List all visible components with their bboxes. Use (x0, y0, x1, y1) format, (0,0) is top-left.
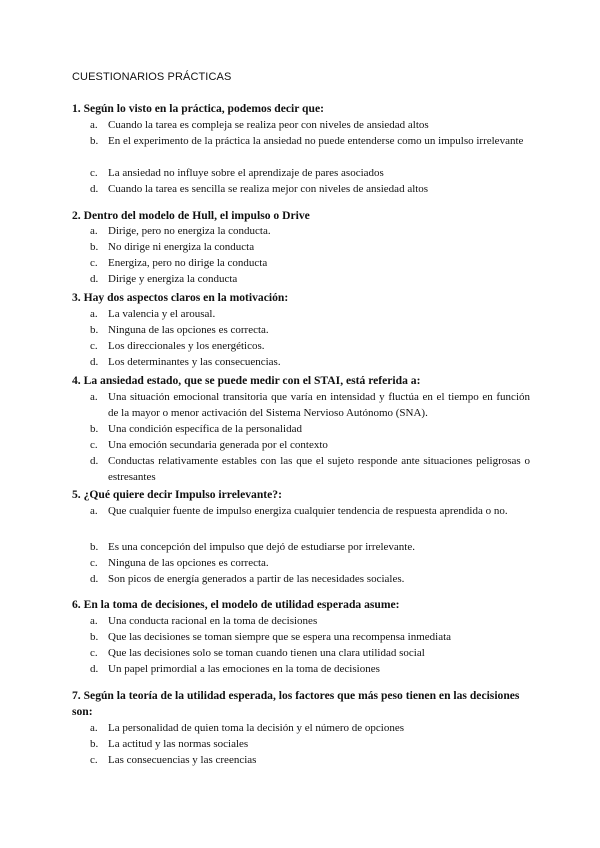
option-text: Un papel primordial a las emociones en la toma de decisiones (108, 663, 380, 675)
question-6-option-a (90, 613, 530, 629)
option-letter: c. (90, 167, 98, 179)
option-letter: a. (90, 119, 98, 131)
question-5-title: 5. ¿Qué quiere decir Impulso irrelevante?: (72, 488, 282, 501)
option-text: Una conducta racional en la toma de decisiones (108, 615, 318, 627)
option-letter: d. (90, 573, 99, 585)
option-text: Dirige y energiza la conducta (108, 273, 238, 285)
option-letter: a. (90, 615, 98, 627)
option-text: Una situación emocional transitoria que varía en intensidad y fluctúa en el tiempo en función de la mayor o menor activación del Sistema Nervioso Autónomo (SNA). (108, 391, 530, 419)
option-text: En el experimento de la práctica la ansiedad no puede entenderse como un impulso irrelevante (108, 135, 524, 147)
option-text: Las consecuencias y las creencias (108, 754, 257, 766)
option-text: Es una concepción del impulso que dejó de estudiarse por irrelevante. (108, 541, 415, 553)
page-title: CUESTIONARIOS PRÁCTICAS (72, 71, 232, 83)
option-letter: a. (90, 225, 98, 237)
option-letter: b. (90, 541, 99, 553)
option-text: Los direccionales y los energéticos. (108, 340, 265, 352)
option-letter: d. (90, 663, 99, 675)
option-letter: b. (90, 241, 99, 253)
question-4-option-c (90, 437, 530, 453)
question-5-option-c (90, 555, 530, 571)
option-letter: d. (90, 273, 99, 285)
option-text: Que las decisiones solo se toman cuando tienen una clara utilidad social (108, 647, 425, 659)
option-letter: b. (90, 738, 99, 750)
question-2-option-a (90, 223, 530, 239)
option-text: Que cualquier fuente de impulso energiza cualquier tendencia de respuesta aprendida o no. (108, 505, 508, 517)
question-1-option-a (90, 117, 530, 133)
option-text: Una condición específica de la personalidad (108, 423, 302, 435)
question-2-title: 2. Dentro del modelo de Hull, el impulso o Drive (72, 209, 310, 222)
question-2-option-c (90, 255, 530, 271)
question-3-option-c (90, 338, 530, 354)
option-text: Los determinantes y las consecuencias. (108, 356, 281, 368)
option-text: Ninguna de las opciones es correcta. (108, 557, 269, 569)
question-7-option-b (90, 736, 530, 752)
question-5-option-a (90, 503, 530, 519)
question-7-option-c (90, 752, 530, 768)
option-letter: c. (90, 754, 98, 766)
question-3-option-b (90, 322, 530, 338)
option-text: Conductas relativamente estables con las que el sujeto responde ante situaciones peligrosas o estresantes (108, 455, 530, 483)
question-2-option-d (90, 271, 530, 287)
question-7-option-a (90, 720, 530, 736)
question-1-option-d (90, 181, 530, 197)
question-2-option-b (90, 239, 530, 255)
option-letter: a. (90, 722, 98, 734)
question-4-option-a (90, 389, 530, 421)
option-text: Dirige, pero no energiza la conducta. (108, 225, 271, 237)
option-letter: a. (90, 308, 98, 320)
option-text: La ansiedad no influye sobre el aprendizaje de pares asociados (108, 167, 384, 179)
question-6-option-c (90, 645, 530, 661)
option-text: Una emoción secundaria generada por el contexto (108, 439, 328, 451)
option-letter: a. (90, 391, 98, 403)
option-letter: d. (90, 455, 99, 467)
option-letter: b. (90, 135, 99, 147)
question-1-option-b (90, 133, 530, 149)
question-4-title: 4. La ansiedad estado, que se puede medir con el STAI, está referida a: (72, 374, 421, 387)
option-letter: c. (90, 557, 98, 569)
question-5-option-b (90, 539, 530, 555)
option-text: Energiza, pero no dirige la conducta (108, 257, 268, 269)
option-text: Cuando la tarea es compleja se realiza peor con niveles de ansiedad altos (108, 119, 429, 131)
question-6-option-d (90, 661, 530, 677)
question-1-title: 1. Según lo visto en la práctica, podemos decir que: (72, 102, 324, 115)
option-letter: c. (90, 257, 98, 269)
option-letter: b. (90, 423, 99, 435)
question-3-option-d (90, 354, 530, 370)
option-letter: a. (90, 505, 98, 517)
option-letter: b. (90, 631, 99, 643)
option-text: Cuando la tarea es sencilla se realiza mejor con niveles de ansiedad altos (108, 183, 429, 195)
option-letter: b. (90, 324, 99, 336)
option-letter: d. (90, 183, 99, 195)
option-letter: c. (90, 340, 98, 352)
option-letter: c. (90, 439, 98, 451)
question-1-option-c (90, 165, 530, 181)
question-3-option-a (90, 306, 530, 322)
option-letter: c. (90, 647, 98, 659)
question-6-title: 6. En la toma de decisiones, el modelo de utilidad esperada asume: (72, 598, 400, 611)
question-4-option-b (90, 421, 530, 437)
option-text: No dirige ni energiza la conducta (108, 241, 255, 253)
question-3-title: 3. Hay dos aspectos claros en la motivación: (72, 291, 289, 304)
option-text: La personalidad de quien toma la decisión y el número de opciones (108, 722, 404, 734)
option-text: La valencia y el arousal. (108, 308, 216, 320)
question-5-option-d (90, 571, 530, 587)
question-6-option-b (90, 629, 530, 645)
option-text: Que las decisiones se toman siempre que se espera una recompensa inmediata (108, 631, 452, 643)
option-text: La actitud y las normas sociales (108, 738, 249, 750)
option-text: Son picos de energía generados a partir de las necesidades sociales. (108, 573, 405, 585)
question-4-option-d (90, 453, 530, 485)
option-text: Ninguna de las opciones es correcta. (108, 324, 269, 336)
option-letter: d. (90, 356, 99, 368)
question-7-title: 7. Según la teoría de la utilidad esperada, los factores que más peso tienen en las decisiones son: (72, 689, 520, 718)
